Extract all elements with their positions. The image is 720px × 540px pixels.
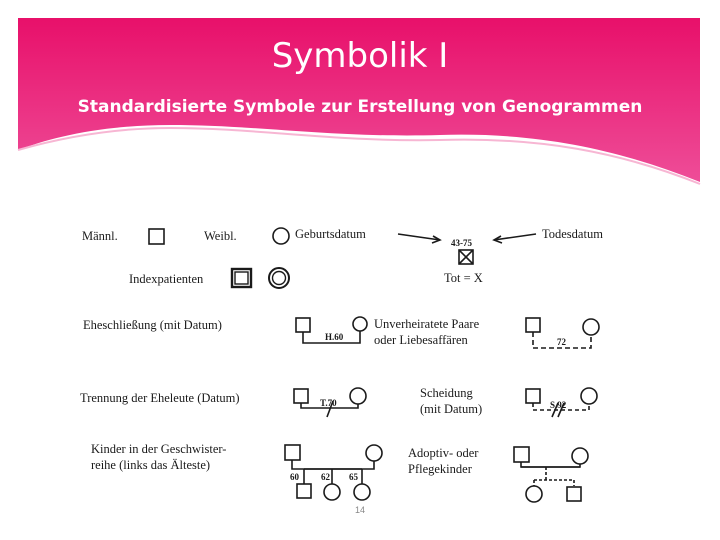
female-symbol xyxy=(273,228,289,244)
children-label-line-2: reihe (links das Älteste) xyxy=(91,458,211,472)
figure-labels xyxy=(80,227,603,482)
female-label: Weibl. xyxy=(204,229,237,243)
unmarried-male-symbol xyxy=(526,318,540,332)
parent-female-symbol xyxy=(366,445,382,461)
parents-line xyxy=(292,460,374,469)
parent-male-symbol xyxy=(285,445,300,460)
unmarried-date: 72 xyxy=(557,337,566,347)
slide-title: Symbolik I xyxy=(271,36,449,76)
dates-example: 43-75 xyxy=(451,238,472,248)
adoptive-child-2-symbol xyxy=(567,487,581,501)
child-1-date: 60 xyxy=(290,472,299,482)
divorce-label-line-2: (mit Datum) xyxy=(420,402,483,416)
children-label-line-1: Kinder in der Geschwister- xyxy=(91,442,227,456)
birth-date-label: Geburtsdatum xyxy=(295,227,366,241)
child-3-date: 65 xyxy=(349,472,358,482)
divorce-label-line-1: Scheidung xyxy=(420,386,473,400)
marriage-date: H.60 xyxy=(325,332,344,342)
adoptive-label-line-1: Adoptiv- oder xyxy=(408,446,479,460)
genogram-symbol-chart xyxy=(80,203,646,513)
death-date-label: Todesdatum xyxy=(542,227,603,241)
unmarried-label-line-1: Unverheiratete Paare xyxy=(374,317,480,331)
male-label: Männl. xyxy=(82,229,118,243)
adoptive-label-line-2: Pflegekinder xyxy=(408,462,472,476)
separation-label: Trennung der Eheleute (Datum) xyxy=(80,391,240,405)
index-patients-label: Indexpatienten xyxy=(129,272,204,286)
adoptive-parent-female-symbol xyxy=(572,448,588,464)
unmarried-label-line-2: oder Liebesaffären xyxy=(374,333,468,347)
divorce-male-symbol xyxy=(526,389,540,403)
separation-female-symbol xyxy=(350,388,366,404)
child-3-symbol xyxy=(354,484,370,500)
unmarried-female-symbol xyxy=(583,319,599,335)
child-2-symbol xyxy=(324,484,340,500)
adoptive-child-1-symbol xyxy=(526,486,542,502)
child-1-symbol xyxy=(297,484,311,498)
slide-subtitle: Standardisierte Symbole zur Erstellung von Genogrammen xyxy=(77,97,643,117)
male-symbol xyxy=(149,229,164,244)
child-2-date: 62 xyxy=(321,472,330,482)
marriage-label: Eheschließung (mit Datum) xyxy=(83,318,222,332)
adoptive-parent-male-symbol xyxy=(514,447,529,462)
separation-date: T.70 xyxy=(320,398,337,408)
page-number: 14 xyxy=(354,505,365,515)
separation-male-symbol xyxy=(294,389,308,403)
genogram-symbol-figure xyxy=(80,203,646,513)
divorce-female-symbol xyxy=(581,388,597,404)
dead-label: Tot = X xyxy=(444,271,483,285)
marriage-male-symbol xyxy=(296,318,310,332)
divorce-date: S.92 xyxy=(550,400,567,410)
marriage-female-symbol xyxy=(353,317,367,331)
